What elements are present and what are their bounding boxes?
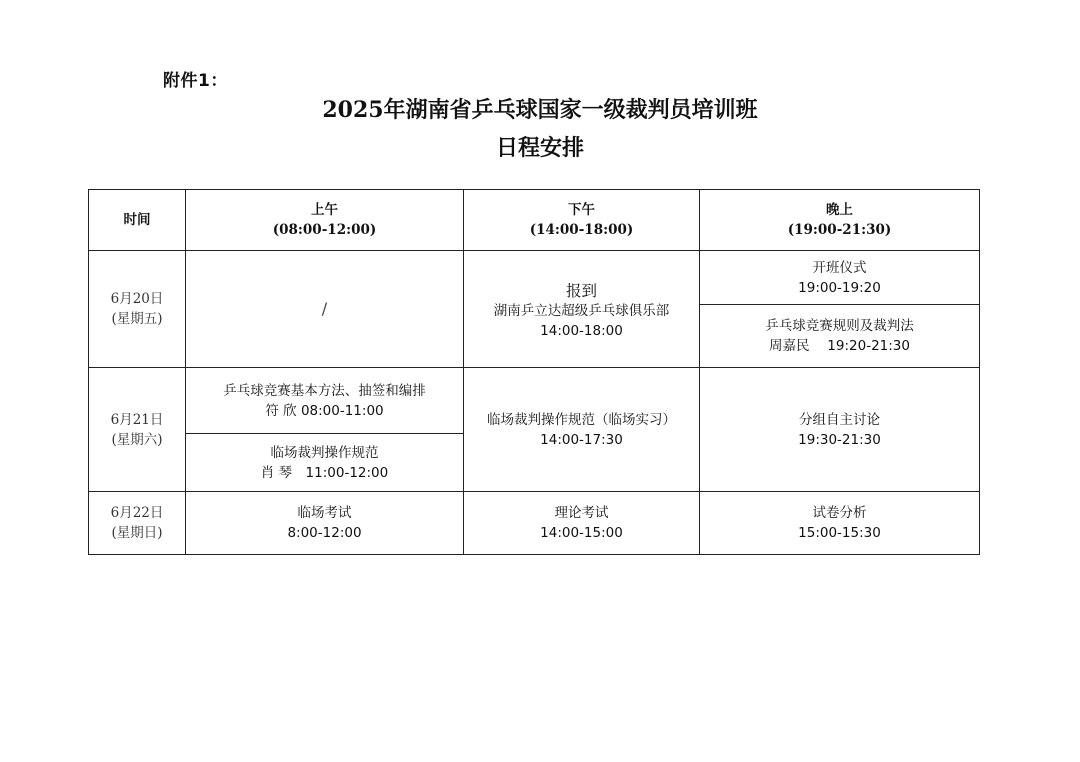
table-row <box>89 368 980 434</box>
date-cell-day1 <box>89 251 186 368</box>
day2-morning-cell-1 <box>186 368 464 434</box>
onsite-exam-title: 临场考试 <box>297 505 352 521</box>
header-morning-label: 上午 <box>311 202 338 218</box>
paper-analysis-time: 15:00-15:30 <box>798 525 881 541</box>
header-evening-time: (19:00-21:30) <box>787 222 892 238</box>
day1-evening-cell-2 <box>700 305 980 368</box>
day3-evening-cell <box>700 492 980 555</box>
header-evening-label: 晚上 <box>826 202 853 218</box>
checkin-time: 14:00-18:00 <box>540 323 623 339</box>
practice-title: 临场裁判操作规范（临场实习） <box>487 411 676 428</box>
header-afternoon <box>464 190 700 251</box>
table-row <box>89 492 980 555</box>
weekday: (星期日) <box>111 525 163 541</box>
umpiring-norms-title: 临场裁判操作规范 <box>270 444 379 461</box>
practice-time: 14:00-17:30 <box>540 431 623 448</box>
checkin-title: 报到 <box>565 282 597 300</box>
checkin-place: 湖南乒立达超级乒乓球俱乐部 <box>493 303 670 319</box>
date: 6月22日 <box>110 505 164 521</box>
header-afternoon-time: (14:00-18:00) <box>529 222 634 238</box>
discussion-title: 分组自主讨论 <box>799 411 880 428</box>
rules-lecture-title: 乒乓球竞赛规则及裁判法 <box>765 318 914 334</box>
opening-ceremony-title: 开班仪式 <box>812 259 867 276</box>
date: 6月21日 <box>110 411 164 428</box>
day2-morning-cell-2 <box>186 434 464 492</box>
day1-morning-cell: / <box>186 251 464 368</box>
paper-analysis-title: 试卷分析 <box>812 505 867 521</box>
weekday: (星期六) <box>111 431 163 448</box>
discussion-time: 19:30-21:30 <box>798 431 881 448</box>
header-morning <box>186 190 464 251</box>
attachment-label: 附件1： <box>163 71 228 91</box>
competition-methods-title: 乒乓球竞赛基本方法、抽签和编排 <box>223 382 426 399</box>
opening-ceremony-time: 19:00-19:20 <box>798 279 881 296</box>
day1-evening-cell-1 <box>700 251 980 305</box>
theory-exam-title: 理论考试 <box>554 505 609 521</box>
header-morning-time: (08:00-12:00) <box>272 222 377 238</box>
day1-afternoon-cell <box>464 251 700 368</box>
header-afternoon-label: 下午 <box>568 202 595 218</box>
day2-afternoon-cell <box>464 368 700 492</box>
competition-methods-detail: 符 欣 08:00-11:00 <box>265 402 384 419</box>
weekday: (星期五) <box>111 311 163 327</box>
day3-morning-cell <box>186 492 464 555</box>
day2-evening-cell <box>700 368 980 492</box>
document-title: 2025年湖南省乒乓球国家一级裁判员培训班 <box>322 97 758 123</box>
date-cell-day2 <box>89 368 186 492</box>
header-time: 时间 <box>89 190 186 251</box>
umpiring-norms-detail: 肖 琴 11:00-12:00 <box>260 464 389 481</box>
date-cell-day3 <box>89 492 186 555</box>
day3-afternoon-cell <box>464 492 700 555</box>
header-evening <box>700 190 980 251</box>
theory-exam-time: 14:00-15:00 <box>540 525 623 541</box>
onsite-exam-time: 8:00-12:00 <box>287 525 362 541</box>
table-row <box>89 251 980 305</box>
rules-lecture-detail: 周嘉民 19:20-21:30 <box>769 338 910 354</box>
schedule-table <box>88 189 980 555</box>
date: 6月20日 <box>110 291 164 307</box>
header-row <box>89 190 980 251</box>
document-subtitle: 日程安排 <box>495 135 584 161</box>
